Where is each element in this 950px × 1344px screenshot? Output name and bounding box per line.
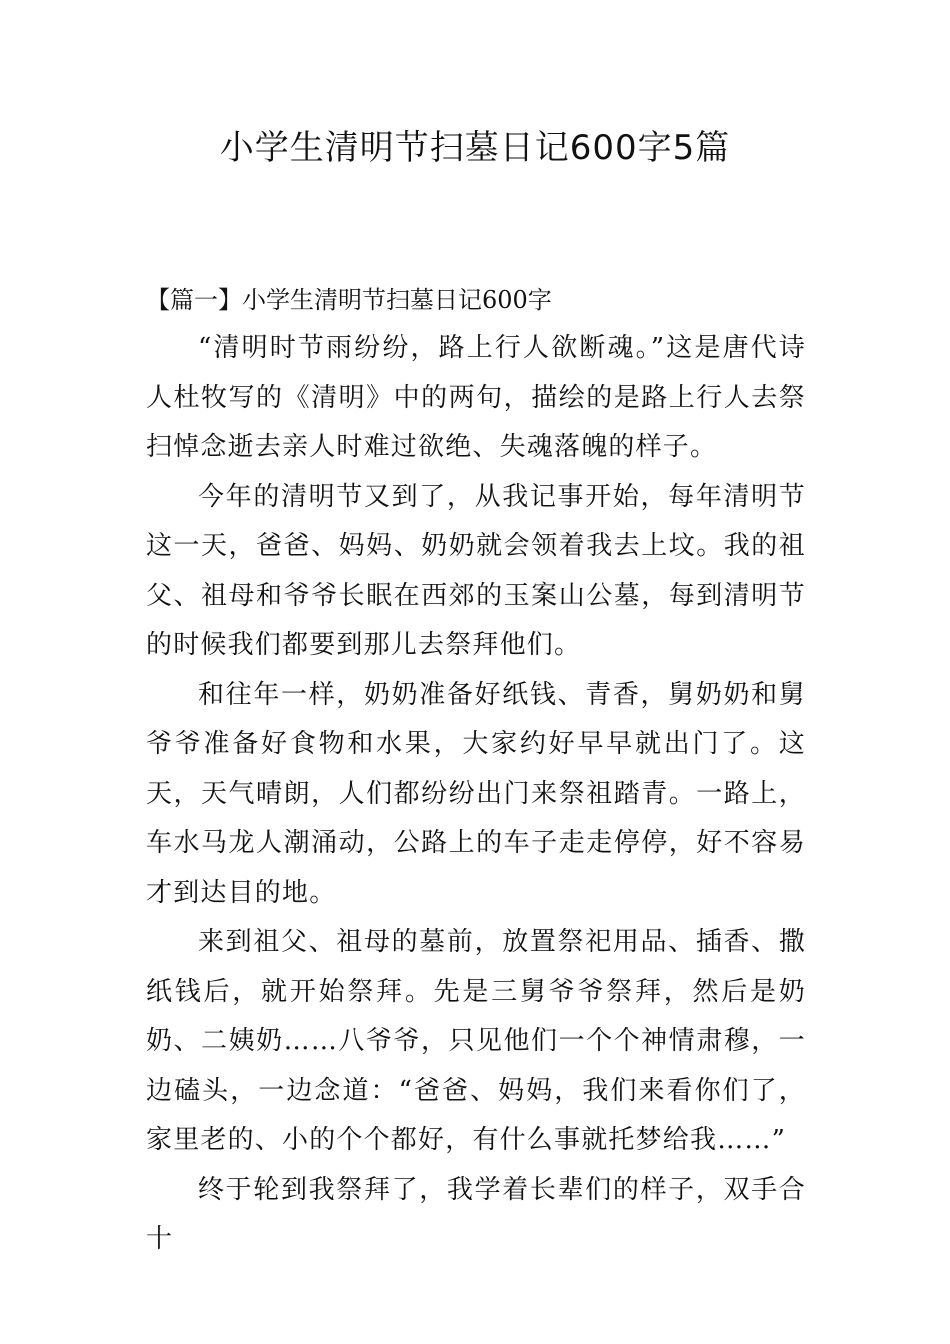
paragraph-3: 和往年一样，奶奶准备好纸钱、青香，舅奶奶和舅爷爷准备好食物和水果，大家约好早早就出门了。这天，天气晴朗，人们都纷纷出门来祭祖踏青。一路上，车水马龙人潮涌动，公路上的车子走走停停，好不容易才到达目的地。 xyxy=(146,679,806,908)
paragraph-4: 来到祖父、祖母的墓前，放置祭祀用品、插香、撒纸钱后，就开始祭拜。先是三舅爷爷祭拜，然后是奶奶、二姨奶……八爷爷，只见他们一个个神情肃穆，一边磕头，一边念道：“爸爸、妈妈，我们来看你们了，家里老的、小的个个都好，有什么事就托梦给我……” xyxy=(146,927,806,1155)
document-body xyxy=(146,276,806,1265)
paragraph-1: “清明时节雨纷纷，路上行人欲断魂。”这是唐代诗人杜牧写的《清明》中的两句，描绘的是路上行人去祭扫悼念逝去亲人时难过欲绝、失魂落魄的样子。 xyxy=(146,333,806,462)
paragraph-2: 今年的清明节又到了，从我记事开始，每年清明节这一天，爸爸、妈妈、奶奶就会领着我去上坟。我的祖父、祖母和爷爷长眠在西郊的玉案山公墓，每到清明节的时候我们都要到那儿去祭拜他们。 xyxy=(146,481,806,660)
document-title: 小学生清明节扫墓日记600字5篇 xyxy=(219,128,731,168)
section-heading: 【篇一】小学生清明节扫墓日记600字 xyxy=(146,286,552,314)
paragraph-5: 终于轮到我祭拜了，我学着长辈们的样子，双手合十 xyxy=(146,1174,806,1254)
